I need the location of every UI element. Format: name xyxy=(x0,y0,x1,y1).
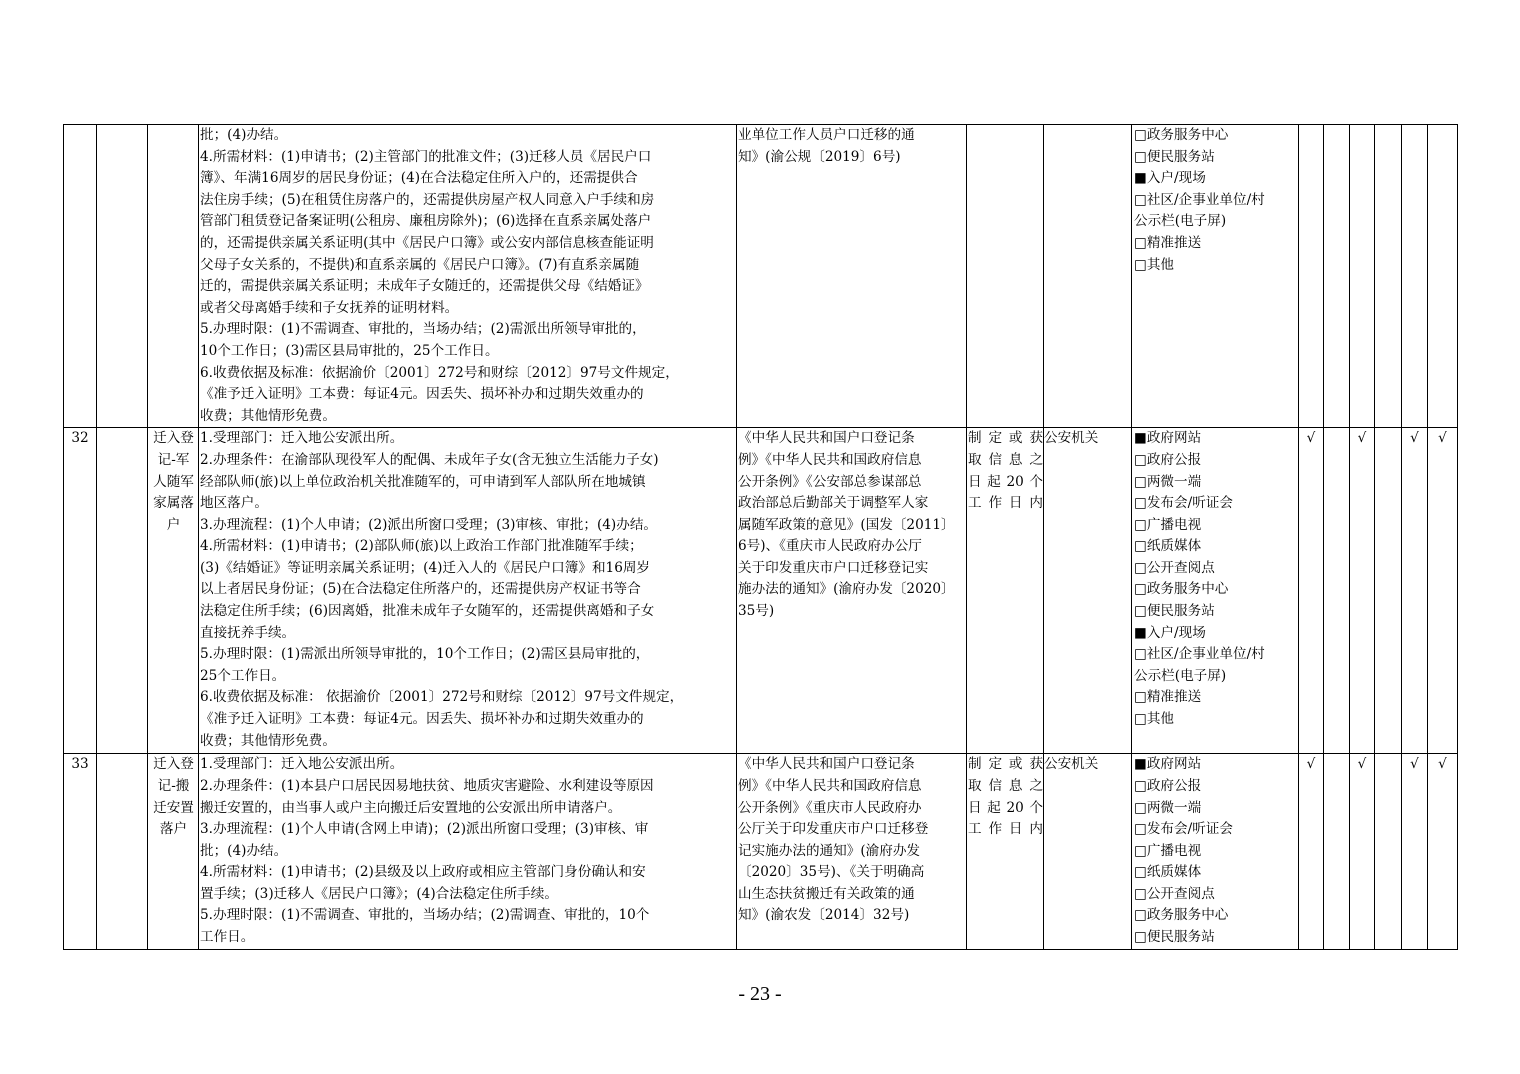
checkmark-icon: √ xyxy=(1306,430,1316,447)
check-cell xyxy=(1350,428,1375,754)
check-cell xyxy=(1324,428,1350,754)
checked-box-icon: ■ xyxy=(1134,624,1147,641)
basis-line: 山生态扶贫搬迁有关政策的通 xyxy=(738,885,915,902)
channel-label: 便民服务站 xyxy=(1146,148,1215,165)
content-line: 5.办理时限：(1)不需调查、审批的，当场办结；(2)需调查、审批的，10个 xyxy=(200,907,650,924)
content-line: 5.办理时限：(1)需派出所领导审批的，10个工作日；(2)需区县局审批的， xyxy=(200,646,650,663)
channel-item xyxy=(1132,493,1298,515)
channel-label: 其他 xyxy=(1146,711,1175,728)
channel-item xyxy=(1132,905,1298,927)
check-cell xyxy=(1324,125,1350,428)
content-line: 迁的，需提供亲属关系证明；未成年子女随迁的，还需提供父母《结婚证》 xyxy=(200,278,649,295)
content-line: 的，还需提供亲属关系证明(其中《居民户口簿》或公安内部信息核查能证明 xyxy=(200,234,654,251)
content-line: 6.收费依据及标准：依据渝价〔2001〕272号和财综〔2012〕97号文件规定， xyxy=(200,364,679,381)
timeline-line: 制定或获 xyxy=(968,430,1043,447)
category-cell xyxy=(97,754,148,949)
item-name-line: 记-搬 xyxy=(157,777,190,794)
category-cell xyxy=(97,428,148,754)
checkmark-icon: √ xyxy=(1306,756,1316,773)
item-name-cell xyxy=(148,428,199,754)
check-cell xyxy=(1402,754,1428,949)
content-line: 置手续；(3)迁移人《居民户口簿》；(4)合法稳定住所手续。 xyxy=(200,885,558,902)
checkmark-icon: √ xyxy=(1438,430,1447,447)
content-line: 《准予迁入证明》工本费：每证4元。因丢失、损坏补办和过期失效重办的 xyxy=(200,386,644,403)
content-line: 簿》、年满16周岁的居民身份证；(4)在合法稳定住所入户的，还需提供合 xyxy=(200,170,638,187)
content-line: 收费；其他情形免费。 xyxy=(200,407,336,424)
channel-item xyxy=(1132,644,1298,666)
channel-item xyxy=(1132,798,1298,820)
channel-label: 入户/现场 xyxy=(1146,624,1206,641)
channel-item xyxy=(1132,579,1298,601)
check-cell xyxy=(1350,754,1375,949)
channel-label: 纸质媒体 xyxy=(1146,538,1202,555)
empty-box-icon: □ xyxy=(1134,821,1147,838)
agency-cell xyxy=(1044,125,1132,428)
basis-line: 知》(渝公规〔2019〕6号) xyxy=(738,148,901,165)
channel-label: 公示栏(电子屏) xyxy=(1134,667,1227,684)
timeline-line: 工作日内 xyxy=(968,821,1043,838)
channel-item xyxy=(1132,168,1298,190)
check-cell xyxy=(1375,125,1402,428)
channel-item xyxy=(1132,255,1298,277)
channel-item xyxy=(1132,754,1298,776)
channel-item xyxy=(1132,841,1298,863)
item-name-line: 落户 xyxy=(159,821,188,838)
checked-box-icon: ■ xyxy=(1134,170,1147,187)
empty-box-icon: □ xyxy=(1134,256,1147,273)
content-line: 工作日。 xyxy=(200,929,255,946)
checkmark-icon: √ xyxy=(1438,756,1447,773)
channel-label: 其他 xyxy=(1146,256,1175,273)
channel-item xyxy=(1132,776,1298,798)
timeline-line: 工作日内 xyxy=(968,495,1043,512)
channel-label: 社区/企事业单位/村 xyxy=(1146,646,1265,663)
content-line: 法住房手续；(5)在租赁住房落户的，还需提供房屋产权人同意入户手续和房 xyxy=(200,191,655,208)
basis-line: 公开条例》《重庆市人民政府办 xyxy=(738,799,922,816)
agency-cell: 公安机关 xyxy=(1044,428,1132,754)
basis-line: 记实施办法的通知》(渝府办发 xyxy=(738,842,921,859)
content-line: 法稳定住所手续；(6)因离婚，批准未成年子女随军的，还需提供离婚和子女 xyxy=(200,603,655,620)
content-line: 经部队师(旅)以上单位政治机关批准随军的，可申请到军人部队所在地城镇 xyxy=(200,473,646,490)
basis-line: 公厅关于印发重庆市户口迁移登 xyxy=(738,821,929,838)
timeline-line: 日起20个 xyxy=(968,473,1043,490)
empty-box-icon: □ xyxy=(1134,127,1147,143)
content-line: 4.所需材料：(1)申请书；(2)县级及以上政府或相应主管部门身份确认和安 xyxy=(200,864,646,881)
content-line: 批；(4)办结。 xyxy=(200,842,288,859)
channel-label: 政务服务中心 xyxy=(1146,907,1229,924)
basis-cell xyxy=(737,125,967,428)
agency-cell: 公安机关 xyxy=(1044,754,1132,949)
channel-label: 纸质媒体 xyxy=(1146,864,1202,881)
channel-item xyxy=(1132,819,1298,841)
empty-box-icon: □ xyxy=(1134,234,1147,251)
basis-line: 知》(渝农发〔2014〕32号) xyxy=(738,907,910,924)
content-line: (3)《结婚证》等证明亲属关系证明；(4)迁入人的《居民户口簿》和16周岁 xyxy=(200,559,651,576)
channels-cell xyxy=(1132,428,1299,754)
empty-box-icon: □ xyxy=(1134,646,1147,663)
channel-label: 精准推送 xyxy=(1146,689,1202,706)
item-name-line: 记-军 xyxy=(157,451,190,468)
content-line: 以上者居民身份证；(5)在合法稳定住所落户的，还需提供房产权证书等合 xyxy=(200,581,641,598)
channel-label: 广播电视 xyxy=(1146,842,1202,859)
content-line: 25个工作日。 xyxy=(200,667,286,684)
channel-label: 发布会/听证会 xyxy=(1146,495,1233,512)
basis-line: 施办法的通知》(渝府办发〔2020〕 xyxy=(738,581,955,598)
content-line: 6.收费依据及标准： 依据渝价〔2001〕272号和财综〔2012〕97号文件规定， xyxy=(200,689,684,706)
row-number xyxy=(64,125,97,428)
content-line: 收费；其他情形免费。 xyxy=(200,732,336,749)
channel-label: 两微一端 xyxy=(1146,799,1202,816)
content-line: 1.受理部门：迁入地公安派出所。 xyxy=(200,430,404,447)
channel-label: 公开查阅点 xyxy=(1146,885,1215,902)
content-line: 1.受理部门：迁入地公安派出所。 xyxy=(200,756,404,773)
channel-item xyxy=(1132,428,1298,450)
empty-box-icon: □ xyxy=(1134,495,1147,512)
channel-label: 便民服务站 xyxy=(1146,929,1215,946)
item-name-cell xyxy=(148,125,199,428)
basis-line: 关于印发重庆市户口迁移登记实 xyxy=(738,559,929,576)
channel-label: 发布会/听证会 xyxy=(1146,821,1233,838)
basis-line: 《中华人民共和国户口登记条 xyxy=(738,430,915,447)
content-cell xyxy=(199,754,737,949)
check-cell xyxy=(1428,754,1458,949)
empty-box-icon: □ xyxy=(1134,191,1147,208)
content-line: 2.办理条件：(1)本县户口居民因易地扶贫、地质灾害避险、水利建设等原因 xyxy=(200,777,654,794)
basis-line: 《中华人民共和国户口登记条 xyxy=(738,756,915,773)
content-line: 管部门租赁登记备案证明(公租房、廉租房除外)；(6)选择在直系亲属处落户 xyxy=(200,213,652,230)
basis-line: 6号)、《重庆市人民政府办公厅 xyxy=(738,538,922,555)
timeline-cell xyxy=(967,125,1044,428)
content-line: 4.所需材料：(1)申请书；(2)部队师(旅)以上政治工作部门批准随军手续； xyxy=(200,538,643,555)
content-cell xyxy=(199,428,737,754)
check-cell xyxy=(1402,428,1428,754)
content-line: 10个工作日；(3)需区县局审批的，25个工作日。 xyxy=(200,342,499,359)
channel-item xyxy=(1132,927,1298,949)
channel-label: 政务服务中心 xyxy=(1146,581,1229,598)
basis-cell xyxy=(737,428,967,754)
checkmark-icon: √ xyxy=(1357,756,1367,773)
timeline-line: 取信息之 xyxy=(968,777,1043,794)
item-name-line: 人随军 xyxy=(153,473,194,490)
basis-cell xyxy=(737,754,967,949)
channel-label: 政府公报 xyxy=(1146,451,1202,468)
category-cell xyxy=(97,125,148,428)
content-cell xyxy=(199,125,737,428)
basis-line: 公开条例》《公安部总参谋部总 xyxy=(738,473,922,490)
empty-box-icon: □ xyxy=(1134,538,1147,555)
empty-box-icon: □ xyxy=(1134,603,1147,620)
timeline-cell xyxy=(967,428,1044,754)
channel-item xyxy=(1132,233,1298,255)
timeline-line: 取信息之 xyxy=(968,451,1043,468)
channel-item xyxy=(1132,558,1298,580)
channel-label: 精准推送 xyxy=(1146,234,1202,251)
basis-line: 政治部总后勤部关于调整军人家 xyxy=(738,495,929,512)
timeline-line: 日起20个 xyxy=(968,799,1043,816)
item-name-line: 迁入登 xyxy=(153,430,194,447)
channel-item xyxy=(1132,709,1298,731)
item-name-line: 迁入登 xyxy=(153,756,194,773)
content-line: 地区落户。 xyxy=(200,495,268,512)
basis-line: 〔2020〕35号)、《关于明确高 xyxy=(738,864,925,881)
item-name-cell xyxy=(148,754,199,949)
check-cell xyxy=(1299,125,1324,428)
checkmark-icon: √ xyxy=(1410,756,1419,773)
check-cell xyxy=(1299,754,1324,949)
channel-item xyxy=(1132,450,1298,472)
row-number: 32 xyxy=(64,428,97,754)
channel-label: 广播电视 xyxy=(1146,516,1202,533)
empty-box-icon: □ xyxy=(1134,929,1147,946)
empty-box-icon: □ xyxy=(1134,451,1147,468)
basis-line: 属随军政策的意见》(国发〔2011〕 xyxy=(738,516,955,533)
checkmark-icon: √ xyxy=(1357,430,1367,447)
channel-item xyxy=(1132,147,1298,169)
timeline-line: 制定或获 xyxy=(968,756,1043,773)
channel-label: 入户/现场 xyxy=(1146,170,1206,187)
content-line: 《准予迁入证明》工本费：每证4元。因丢失、损坏补办和过期失效重办的 xyxy=(200,711,644,728)
empty-box-icon: □ xyxy=(1134,559,1147,576)
disclosure-table xyxy=(63,124,1458,950)
content-line: 3.办理流程：(1)个人申请(含网上申请)；(2)派出所窗口受理；(3)审核、审 xyxy=(200,821,649,838)
channel-item xyxy=(1132,211,1298,233)
basis-line: 业单位工作人员户口迁移的通 xyxy=(738,127,915,143)
empty-box-icon: □ xyxy=(1134,777,1147,794)
channel-item xyxy=(1132,862,1298,884)
channel-item xyxy=(1132,623,1298,645)
channel-label: 政务服务中心 xyxy=(1146,127,1229,143)
empty-box-icon: □ xyxy=(1134,864,1147,881)
channel-item xyxy=(1132,515,1298,537)
check-cell xyxy=(1350,125,1375,428)
empty-box-icon: □ xyxy=(1134,842,1147,859)
channels-cell xyxy=(1132,754,1299,949)
empty-box-icon: □ xyxy=(1134,689,1147,706)
check-cell xyxy=(1428,428,1458,754)
check-cell xyxy=(1375,428,1402,754)
empty-box-icon: □ xyxy=(1134,885,1147,902)
table-row xyxy=(64,754,1458,949)
channel-label: 便民服务站 xyxy=(1146,603,1215,620)
channels-cell xyxy=(1132,125,1299,428)
channel-item xyxy=(1132,601,1298,623)
channel-label: 两微一端 xyxy=(1146,473,1202,490)
channel-label: 政府网站 xyxy=(1146,430,1202,447)
channel-item xyxy=(1132,125,1298,147)
item-name-line: 迁安置 xyxy=(153,799,194,816)
checked-box-icon: ■ xyxy=(1134,430,1147,447)
channel-item xyxy=(1132,472,1298,494)
item-name-line: 户 xyxy=(166,516,181,533)
table-row xyxy=(64,428,1458,754)
channel-item xyxy=(1132,884,1298,906)
check-cell xyxy=(1375,754,1402,949)
timeline-cell xyxy=(967,754,1044,949)
content-line: 4.所需材料：(1)申请书；(2)主管部门的批准文件；(3)迁移人员《居民户口 xyxy=(200,148,652,165)
empty-box-icon: □ xyxy=(1134,581,1147,598)
checkmark-icon: √ xyxy=(1410,430,1419,447)
check-cell xyxy=(1428,125,1458,428)
basis-line: 35号) xyxy=(738,603,775,620)
item-name-line: 家属落 xyxy=(153,495,194,512)
empty-box-icon: □ xyxy=(1134,473,1147,490)
table-row xyxy=(64,125,1458,428)
check-cell xyxy=(1402,125,1428,428)
channel-label: 政府网站 xyxy=(1146,756,1202,773)
content-line: 批；(4)办结。 xyxy=(200,127,288,143)
channel-label: 公示栏(电子屏) xyxy=(1134,213,1227,230)
empty-box-icon: □ xyxy=(1134,148,1147,165)
channel-item xyxy=(1132,666,1298,688)
channel-label: 政府公报 xyxy=(1146,777,1202,794)
content-line: 5.办理时限：(1)不需调查、审批的，当场办结；(2)需派出所领导审批的， xyxy=(200,321,646,338)
empty-box-icon: □ xyxy=(1134,711,1147,728)
channel-item xyxy=(1132,687,1298,709)
empty-box-icon: □ xyxy=(1134,516,1147,533)
checked-box-icon: ■ xyxy=(1134,756,1147,773)
page-number: - 23 - xyxy=(738,983,782,1005)
content-line: 3.办理流程：(1)个人申请；(2)派出所窗口受理；(3)审核、审批；(4)办结。 xyxy=(200,516,658,533)
channel-item xyxy=(1132,536,1298,558)
channel-item xyxy=(1132,190,1298,212)
channel-label: 公开查阅点 xyxy=(1146,559,1215,576)
row-number: 33 xyxy=(64,754,97,949)
content-line: 父母子女关系的，不提供)和直系亲属的《居民户口簿》。(7)有直系亲属随 xyxy=(200,256,640,273)
empty-box-icon: □ xyxy=(1134,799,1147,816)
empty-box-icon: □ xyxy=(1134,907,1147,924)
basis-line: 例》《中华人民共和国政府信息 xyxy=(738,451,922,468)
channel-label: 社区/企事业单位/村 xyxy=(1146,191,1265,208)
check-cell xyxy=(1324,754,1350,949)
basis-line: 例》《中华人民共和国政府信息 xyxy=(738,777,922,794)
content-line: 或者父母离婚手续和子女抚养的证明材料。 xyxy=(200,299,459,316)
check-cell xyxy=(1299,428,1324,754)
content-line: 搬迁安置的，由当事人或户主向搬迁后安置地的公安派出所申请落户。 xyxy=(200,799,622,816)
content-line: 2.办理条件：在渝部队现役军人的配偶、未成年子女(含无独立生活能力子女) xyxy=(200,451,659,468)
content-line: 直接抚养手续。 xyxy=(200,624,296,641)
